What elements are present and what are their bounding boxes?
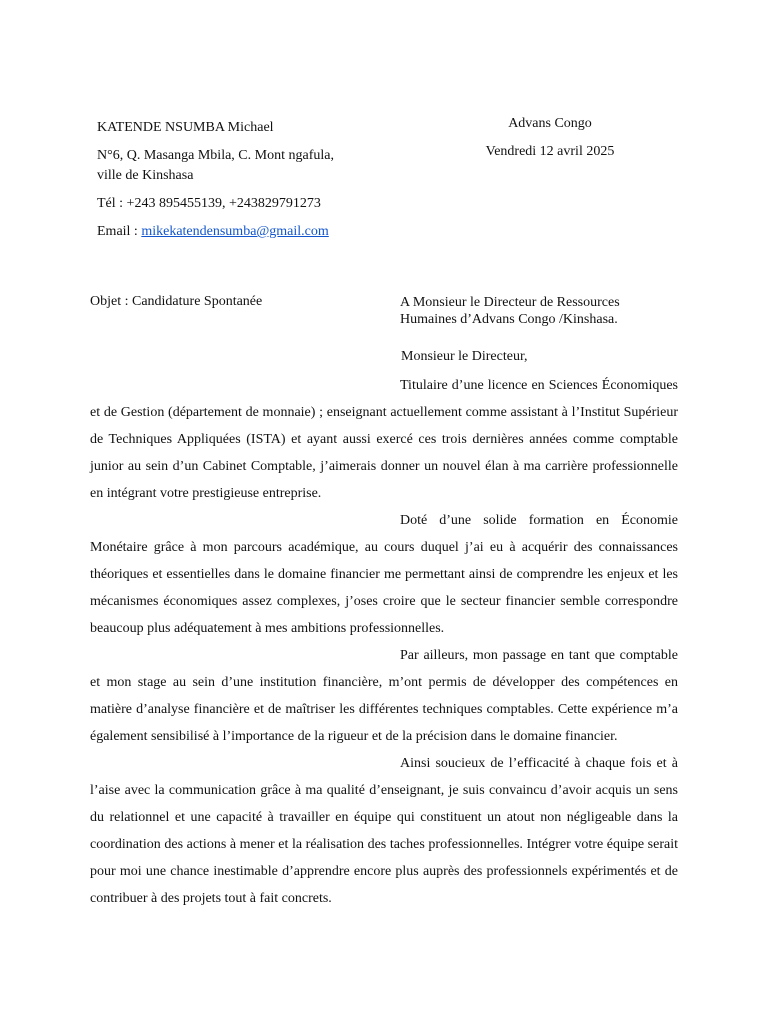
- letter-date: Vendredi 12 avril 2025: [485, 144, 615, 159]
- addressee-line2: Humaines d’Advans Congo /Kinshasa.: [400, 312, 618, 327]
- sender-address-line1: N°6, Q. Masanga Mbila, C. Mont ngafula,: [97, 148, 334, 163]
- addressee-block: [400, 294, 620, 328]
- body-paragraph-4: Ainsi soucieux de l’efficacité à chaque fois et à l’aise avec la communication grâce à ma qualité d’enseignant, je suis convaincu d’avoir acquis un sens du relationnel et une capacité à travailler en équipe qui constituent un atout non négligeable dans la coordination des actions à mener et la réalisation des taches professionnelles. Intégrer votre équipe serait pour moi une chance inestimable d’apprendre encore plus auprès des professionnels expérimentés et de contribuer à des projets tout à fait concrets.: [90, 756, 678, 906]
- recipient-company: Advans Congo: [508, 116, 592, 131]
- recipient-block: [470, 114, 630, 162]
- sender-block: [97, 118, 334, 242]
- sender-email-row: [97, 222, 334, 242]
- sender-email-label: Email :: [97, 224, 142, 239]
- letter-body: [90, 372, 678, 912]
- sender-phone: Tél : +243 895455139, +243829791273: [97, 196, 321, 211]
- letter-subject: Objet : Candidature Spontanée: [90, 294, 263, 309]
- body-paragraph-2: Doté d’une solide formation en Économie Monétaire grâce à mon parcours académique, au cours duquel j’ai eu à acquérir des connaissances théoriques et essentielles dans le domaine financier me permettant ainsi de comprendre les enjeux et les mécanismes économiques assez complexes, j’oses croire que le secteur financier semble correspondre beaucoup plus adéquatement à mes ambitions professionnelles.: [90, 513, 678, 636]
- sender-email-link[interactable]: mikekatendensumba@gmail.com: [141, 224, 329, 239]
- body-paragraph-1: Titulaire d’une licence en Sciences Économiques et de Gestion (département de monnaie) ; enseignant actuellement comme assistant à l’Institut Supérieur de Techniques Appliquées (ISTA) et ayant aussi exercé ces trois dernières années comme comptable junior au sein d’un Cabinet Comptable, j’aimerais donner un nouvel élan à ma carrière professionnelle en intégrant votre prestigieuse entreprise.: [90, 378, 678, 501]
- salutation: Monsieur le Directeur,: [401, 349, 528, 364]
- addressee-line1: A Monsieur le Directeur de Ressources: [400, 295, 620, 310]
- sender-address-line2: ville de Kinshasa: [97, 168, 194, 183]
- sender-name: KATENDE NSUMBA Michael: [97, 120, 274, 135]
- body-paragraph-3: Par ailleurs, mon passage en tant que comptable et mon stage au sein d’une institution financière, m’ont permis de développer des compétences en matière d’analyse financière et de maîtriser les différentes techniques comptables. Cette expérience m’a également sensibilisé à l’importance de la rigueur et de la précision dans le domaine financier.: [90, 648, 678, 744]
